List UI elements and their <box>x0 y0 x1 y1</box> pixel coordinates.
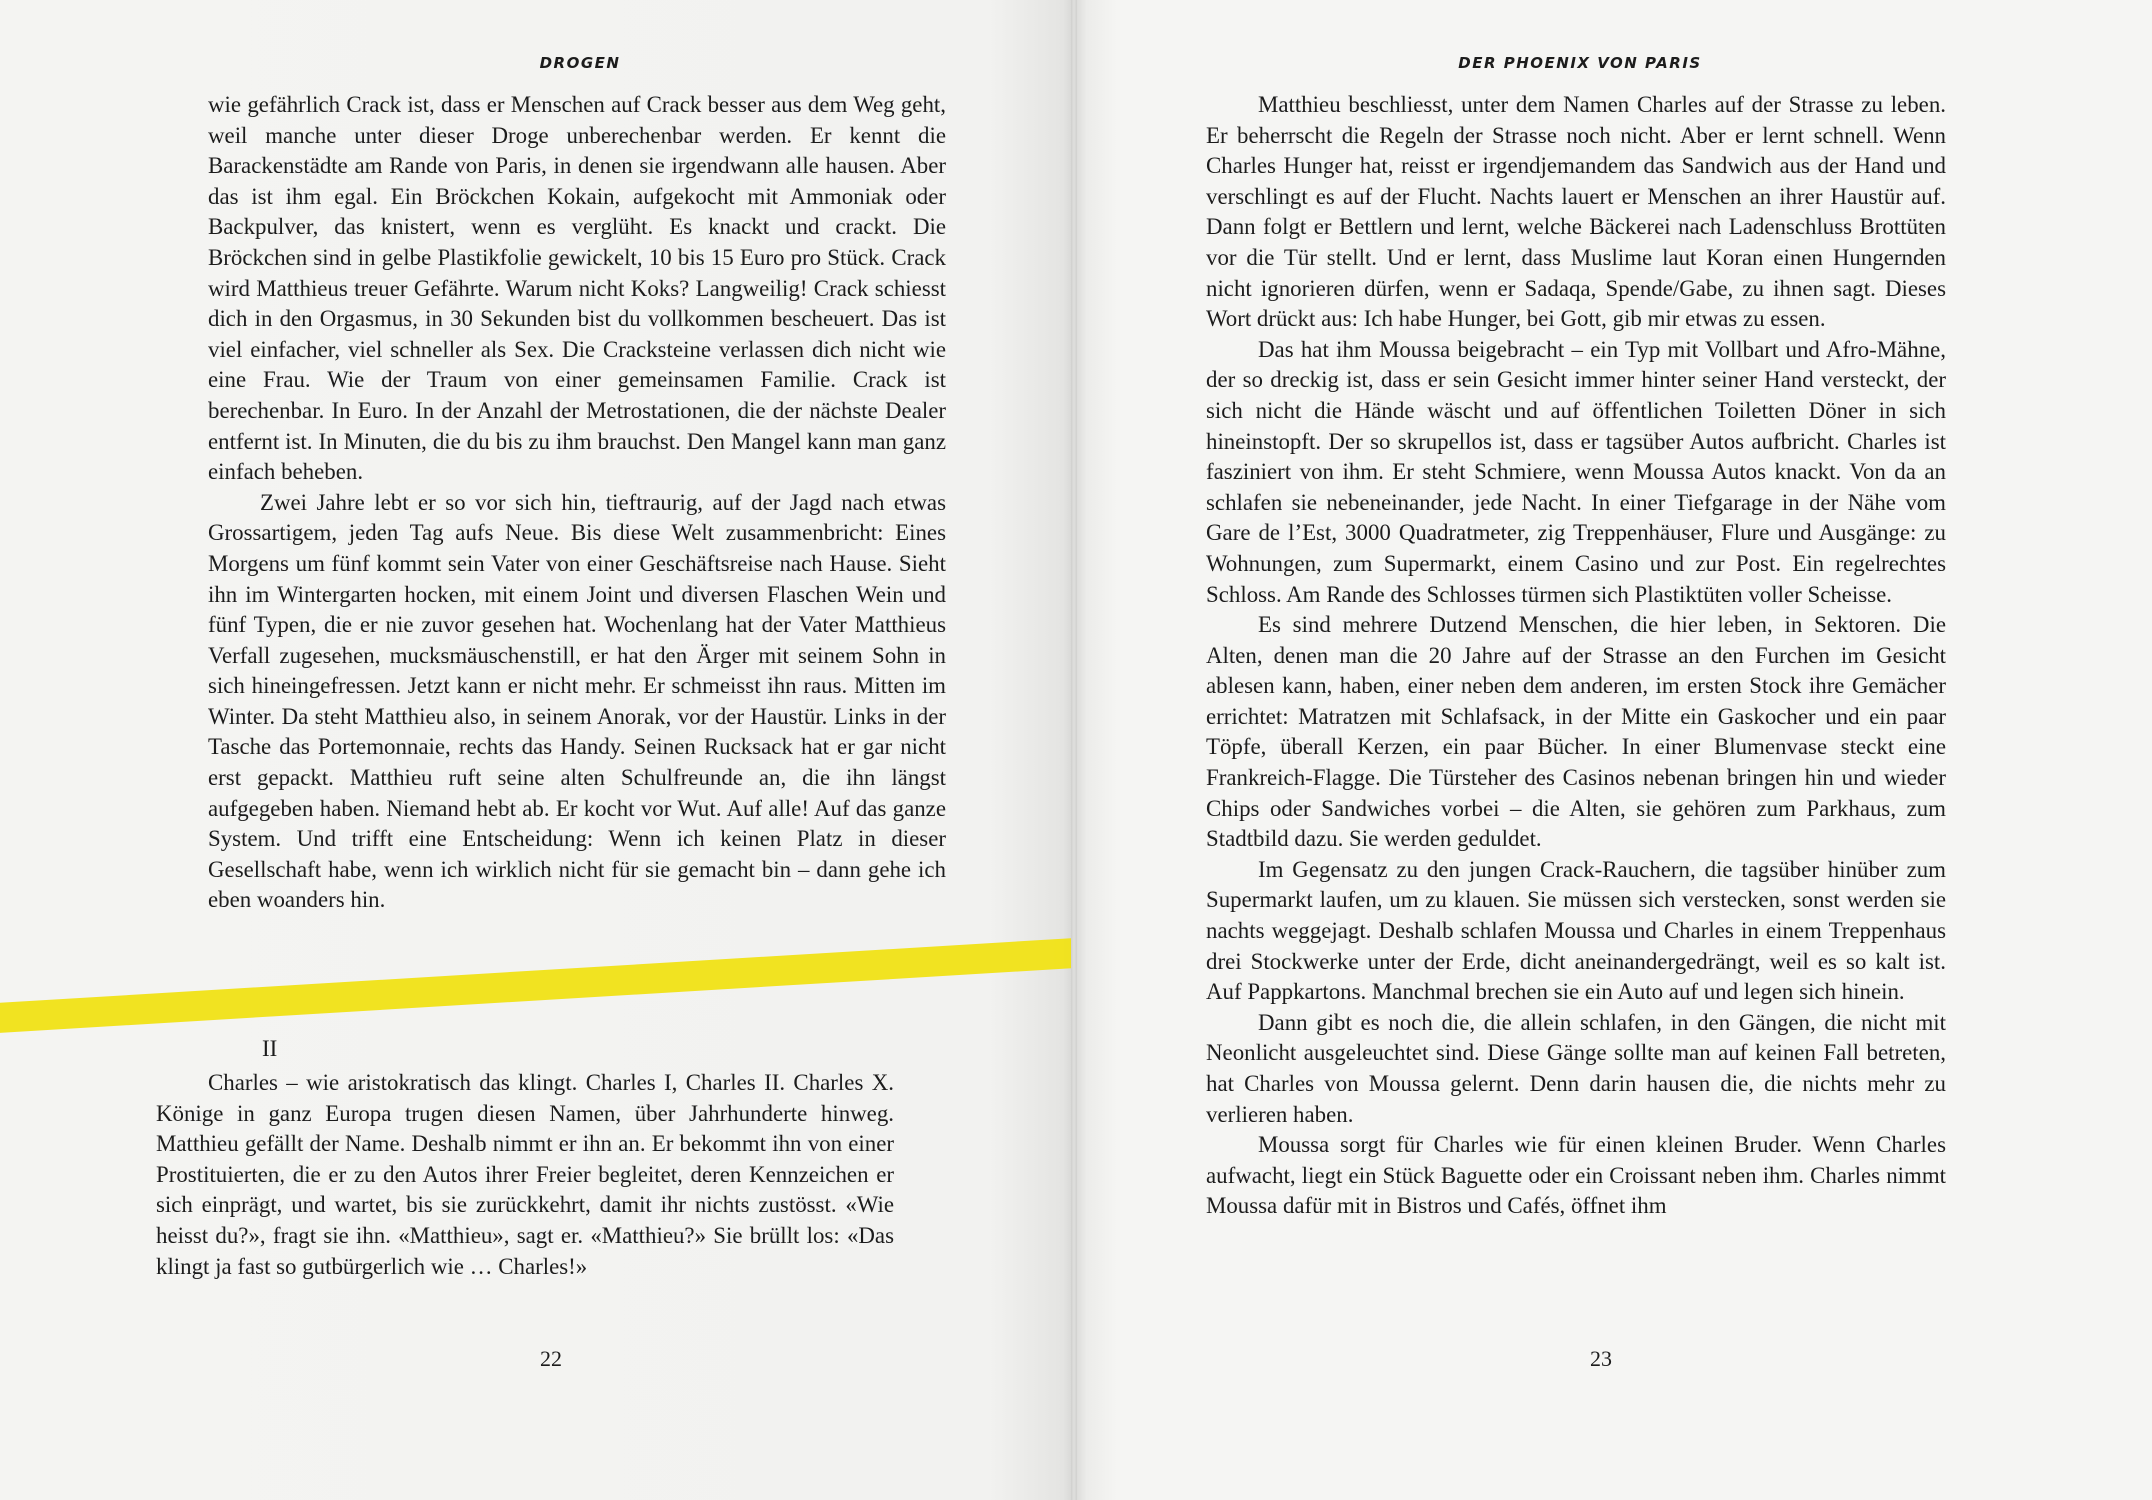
left-page <box>0 0 1074 1500</box>
page-number-right: 23 <box>1590 1346 1612 1371</box>
paragraph: Charles – wie aristokratisch das klingt. Charles I, Charles II. Charles X. Könige in ganz Europa trugen diesen Namen, über Jahrhunderte hinweg. Matthieu gefällt der Name. Deshalb nimmt er ihn an. Er bekommt ihn von einer Prostituierten, die er zu den Autos ihrer Freier begleitet, deren Kennzeichen er sich einprägt, und wartet, bis sie zurückkehrt, damit ihr nichts zustösst. «Wie heisst du?», fragt sie ihn. «Matthieu», sagt er. «Matthieu?» Sie brüllt los: «Das klingt ja fast so gutbürgerlich wie … Charles!» <box>156 1070 894 1279</box>
paragraph: Im Gegensatz zu den jungen Crack-Rauchern, die tagsüber hinüber zum Supermarkt laufen, um zu klauen. Sie müssen sich verstecken, sonst werden sie nachts weggejagt. Deshalb schlafen Moussa und Charles in einem Treppenhaus drei Stockwerke unter der Erde, dicht aneinandergedrängt, weil es so kalt ist. Auf Pappkartons. Manchmal brechen sie ein Auto auf und legen sich hinein. <box>1206 856 1946 1005</box>
paragraph: Das hat ihm Moussa beigebracht – ein Typ mit Vollbart und Afro-Mähne, der so dreckig ist, dass er sein Gesicht immer hinter seiner Hand versteckt, der sich nicht die Hände wäscht und auf öffentlichen Toiletten Döner in sich hineinstopft. Der so skrupellos ist, dass er tagsüber Autos aufbricht. Charles ist fasziniert von ihm. Er steht Schmiere, wenn Moussa Autos knackt. Von da an schlafen sie nebeneinander, jede Nacht. In einer Tiefgarage in der Nähe vom Gare de l’Est, 3000 Quadratmeter, zig Treppenhäuser, Flure und Ausgänge: zu Wohnungen, zum Supermarkt, einem Casino und zur Post. Ein regelrechtes Schloss. Am Rande des Schlosses türmen sich Plastiktüten voller Scheisse. <box>1206 336 1946 607</box>
left-section-text <box>156 1068 894 1282</box>
paragraph: Moussa sorgt für Charles wie für einen kleinen Bruder. Wenn Charles aufwacht, liegt ein Stück Baguette oder ein Croissant neben ihm. Charles nimmt Moussa dafür mit in Bistros und Cafés, öffnet ihm <box>1206 1132 1946 1219</box>
right-body-text <box>1206 90 1946 1222</box>
paragraph: Dann gibt es noch die, die allein schlafen, in den Gängen, die nicht mit Neonlicht ausgeleuchtet sind. Diese Gänge sollte man auf keinen Fall betreten, hat Charles von Moussa gelernt. Denn darin hausen die, die nichts mehr zu verlieren haben. <box>1206 1009 1946 1127</box>
section-numeral: II <box>262 1036 278 1061</box>
paragraph: Es sind mehrere Dutzend Menschen, die hier leben, in Sektoren. Die Alten, denen man die 20 Jahre auf der Strasse an den Furchen im Gesicht ablesen kann, haben, einer neben dem anderen, im ersten Stock ihre Gemächer errichtet: Matratzen mit Schlafsack, in der Mitte ein Gaskocher und ein paar Töpfe, überall Kerzen, ein paar Bücher. In einer Blumenvase steckt eine Frankreich-Flagge. Die Türsteher des Casinos nebenan bringen hin und wieder Chips oder Sandwiches vorbei – die Alten, sie gehören zum Parkhaus, zum Stadtbild dazu. Sie werden geduldet. <box>1206 612 1946 852</box>
paragraph: wie gefährlich Crack ist, dass er Menschen auf Crack besser aus dem Weg geht, weil manche unter dieser Droge unberechenbar werden. Er kennt die Barackenstädte am Rande von Paris, in denen sie irgendwann alle hausen. Aber das ist ihm egal. Ein Bröckchen Kokain, aufgekocht mit Ammoniak oder Backpulver, das knistert, wenn es verglüht. Es knackt und crackt. Die Bröckchen sind in gelbe Plastikfolie gewickelt, 10 bis 15 Euro pro Stück. Crack wird Matthieus treuer Gefährte. Warum nicht Koks? Langweilig! Crack schiesst dich in den Orgasmus, in 30 Sekunden bist du vollkommen bescheuert. Das ist viel einfacher, viel schneller als Sex. Die Cracksteine verlassen dich nicht wie eine Frau. Wie der Traum von einer gemeinsamen Familie. Crack ist berechenbar. In Euro. In der Anzahl der Metrostationen, die der nächste Dealer entfernt ist. In Minuten, die du bis zu ihm brauchst. Den Mangel kann man ganz einfach beheben. <box>208 92 946 485</box>
running-head-right: DER PHOENIX VON PARIS <box>1458 54 1702 72</box>
page-number-left: 22 <box>540 1346 562 1371</box>
running-head-left: DROGEN <box>539 54 621 72</box>
book-gutter <box>1071 0 1077 1500</box>
yellow-highlight-band <box>0 937 1100 1034</box>
paragraph: Zwei Jahre lebt er so vor sich hin, tieftraurig, auf der Jagd nach etwas Grossartigem, jeden Tag aufs Neue. Bis diese Welt zusammenbricht: Eines Morgens um fünf kommt sein Vater von einer Geschäftsreise nach Hause. Sieht ihn im Wintergarten hocken, mit einem Joint und diversen Flaschen Wein und fünf Typen, die er nie zuvor gesehen hat. Wochenlang hat der Vater Matthieus Verfall zugesehen, mucksmäuschenstill, er hat den Ärger mit seinem Sohn in sich hineingefressen. Jetzt kann er nicht mehr. Er schmeisst ihn raus. Mitten im Winter. Da steht Matthieu also, in seinem Anorak, vor der Haustür. Links in der Tasche das Portemonnaie, rechts das Handy. Seinen Rucksack hat er gar nicht erst gepackt. Matthieu ruft seine alten Schulfreunde an, die ihn längst aufgegeben haben. Niemand hebt ab. Er kocht vor Wut. Auf alle! Auf das ganze System. Und trifft eine Entscheidung: Wenn ich keinen Platz in dieser Gesellschaft habe, wenn ich wirklich nicht für sie gemacht bin – dann gehe ich eben woanders hin. <box>208 489 946 913</box>
left-body-text <box>208 90 946 916</box>
paragraph: Matthieu beschliesst, unter dem Namen Charles auf der Strasse zu leben. Er beherrscht die Regeln der Strasse noch nicht. Aber er lernt schnell. Wenn Charles Hunger hat, reisst er irgendjemandem das Sandwich aus der Hand und verschlingt es auf der Flucht. Nachts lauert er Menschen an ihrer Haustür auf. Dann folgt er Bettlern und lernt, welche Bäckerei nach Ladenschluss Brottüten vor die Tür stellt. Und er lernt, dass Muslime laut Koran einen Hungernden nicht ignorieren dürfen, wenn er Sadaqa, Spende/Gabe, zu ihnen sagt. Dieses Wort drückt aus: Ich habe Hunger, bei Gott, gib mir etwas zu essen. <box>1206 92 1946 332</box>
